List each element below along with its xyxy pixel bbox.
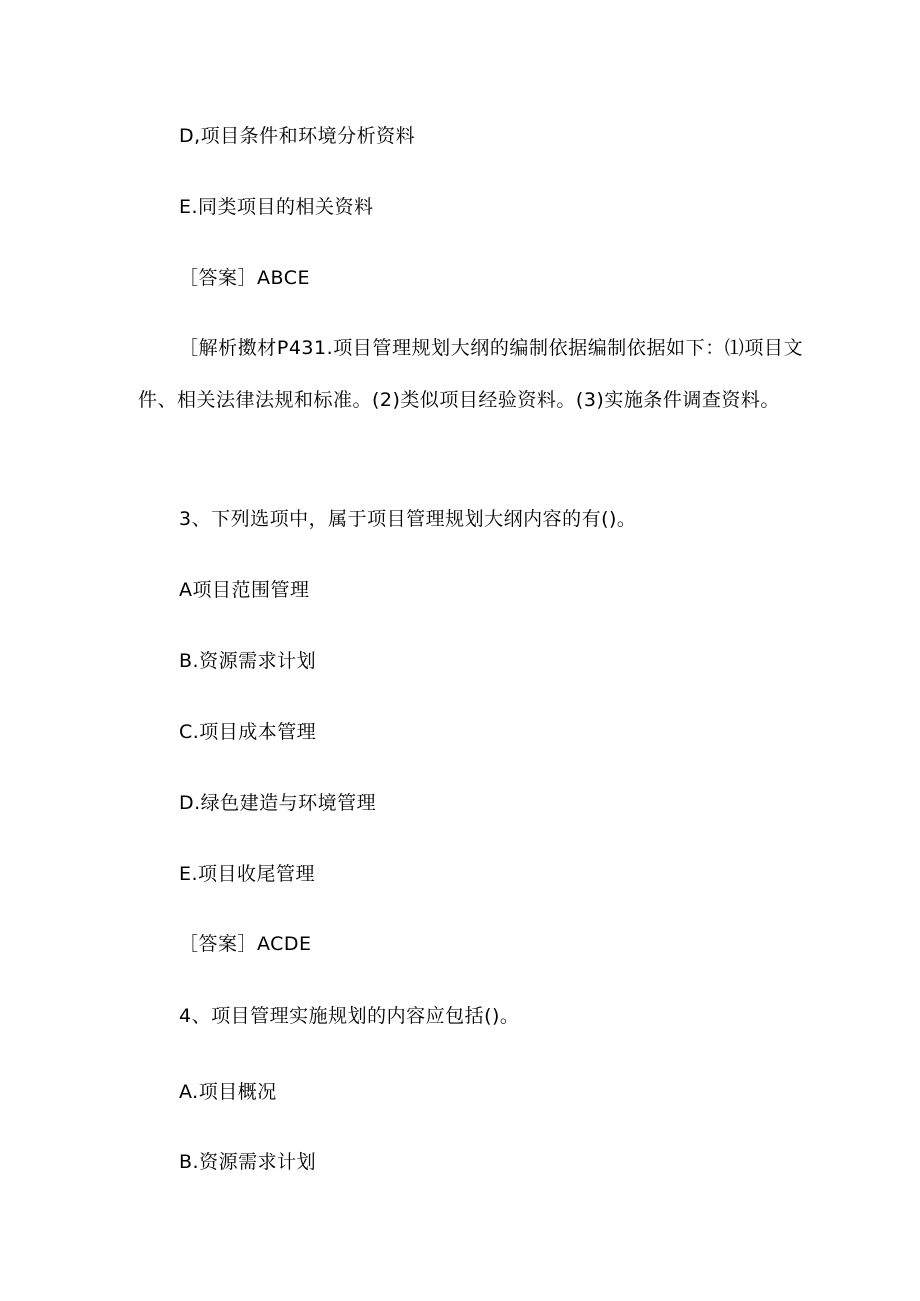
question-4-stem: 4、项目管理实施规划的内容应包括()。 (179, 1005, 520, 1027)
question-3-option-a: A项目范围管理 (179, 579, 310, 601)
question-3-answer: ［答案］ACDE (179, 933, 312, 955)
question-3-option-d: D.绿色建造与环境管理 (179, 792, 377, 814)
option-e-prev: E.同类项目的相关资料 (179, 196, 374, 218)
answer-prev: ［答案］ABCE (179, 267, 310, 289)
question-3-option-c: C.项目成本管理 (179, 721, 317, 743)
option-d-prev: D,项目条件和环境分析资料 (179, 125, 416, 147)
question-4-option-a: A.项目概况 (179, 1081, 277, 1103)
question-3-option-b: B.资源需求计划 (179, 650, 317, 672)
question-3-option-e: E.项目收尾管理 (179, 863, 316, 885)
analysis-paragraph: ［解析擞材P431.项目管理规划大纲的编制依据编制依据如下：⑴项目文件、相关法律法规和标准。(2)类似项目经验资料。(3)实施条件调查资料。 (138, 337, 803, 411)
question-3-stem: 3、下列选项中，属于项目管理规划大纲内容的有()。 (179, 508, 637, 530)
question-4-option-b: B.资源需求计划 (179, 1151, 317, 1173)
